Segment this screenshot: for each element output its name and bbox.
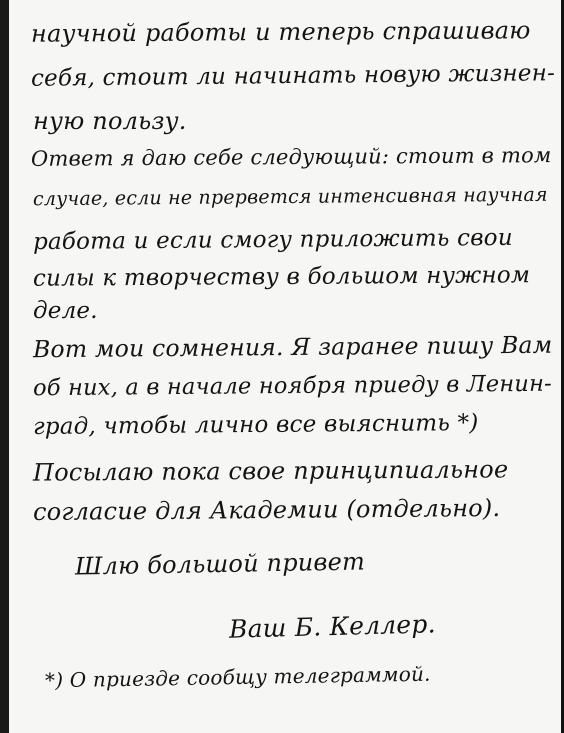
letter-line-1: научной работы и теперь спрашиваю [30,16,531,48]
letter-line-2: себя, стоит ли начинать новую жизнен- [30,60,556,92]
scan-border [0,0,9,733]
letter-line-8: деле. [33,298,98,324]
letter-line-7: силы к творчеству в большом нужном [32,262,531,292]
letter-line-5: случае, если не прервется интенсивная научная [32,183,548,211]
letter-line-3: ную пользу. [33,107,187,135]
letter-line-10: об них, а в начале ноября приеду в Ленин- [32,370,552,402]
letter-line-6: работа и если смогу приложить свои [32,224,513,256]
handwritten-letter-page [9,0,561,733]
letter-line-13: согласие для Академии (отдельно). [32,493,501,527]
letter-line-11: град, чтобы лично все выяснить *) [32,410,479,440]
closing-greeting: Шлю большой привет [74,547,366,581]
signature: Ваш Б. Келлер. [228,609,437,644]
footnote: *) О приезде сообщу телеграммой. [44,661,431,693]
letter-line-4: Ответ я даю себе следующий: стоит в том [30,143,552,171]
letter-line-12: Посылаю пока свое принципиальное [32,455,509,487]
letter-line-9: Вот мои сомнения. Я заранее пишу Вам [32,330,553,364]
